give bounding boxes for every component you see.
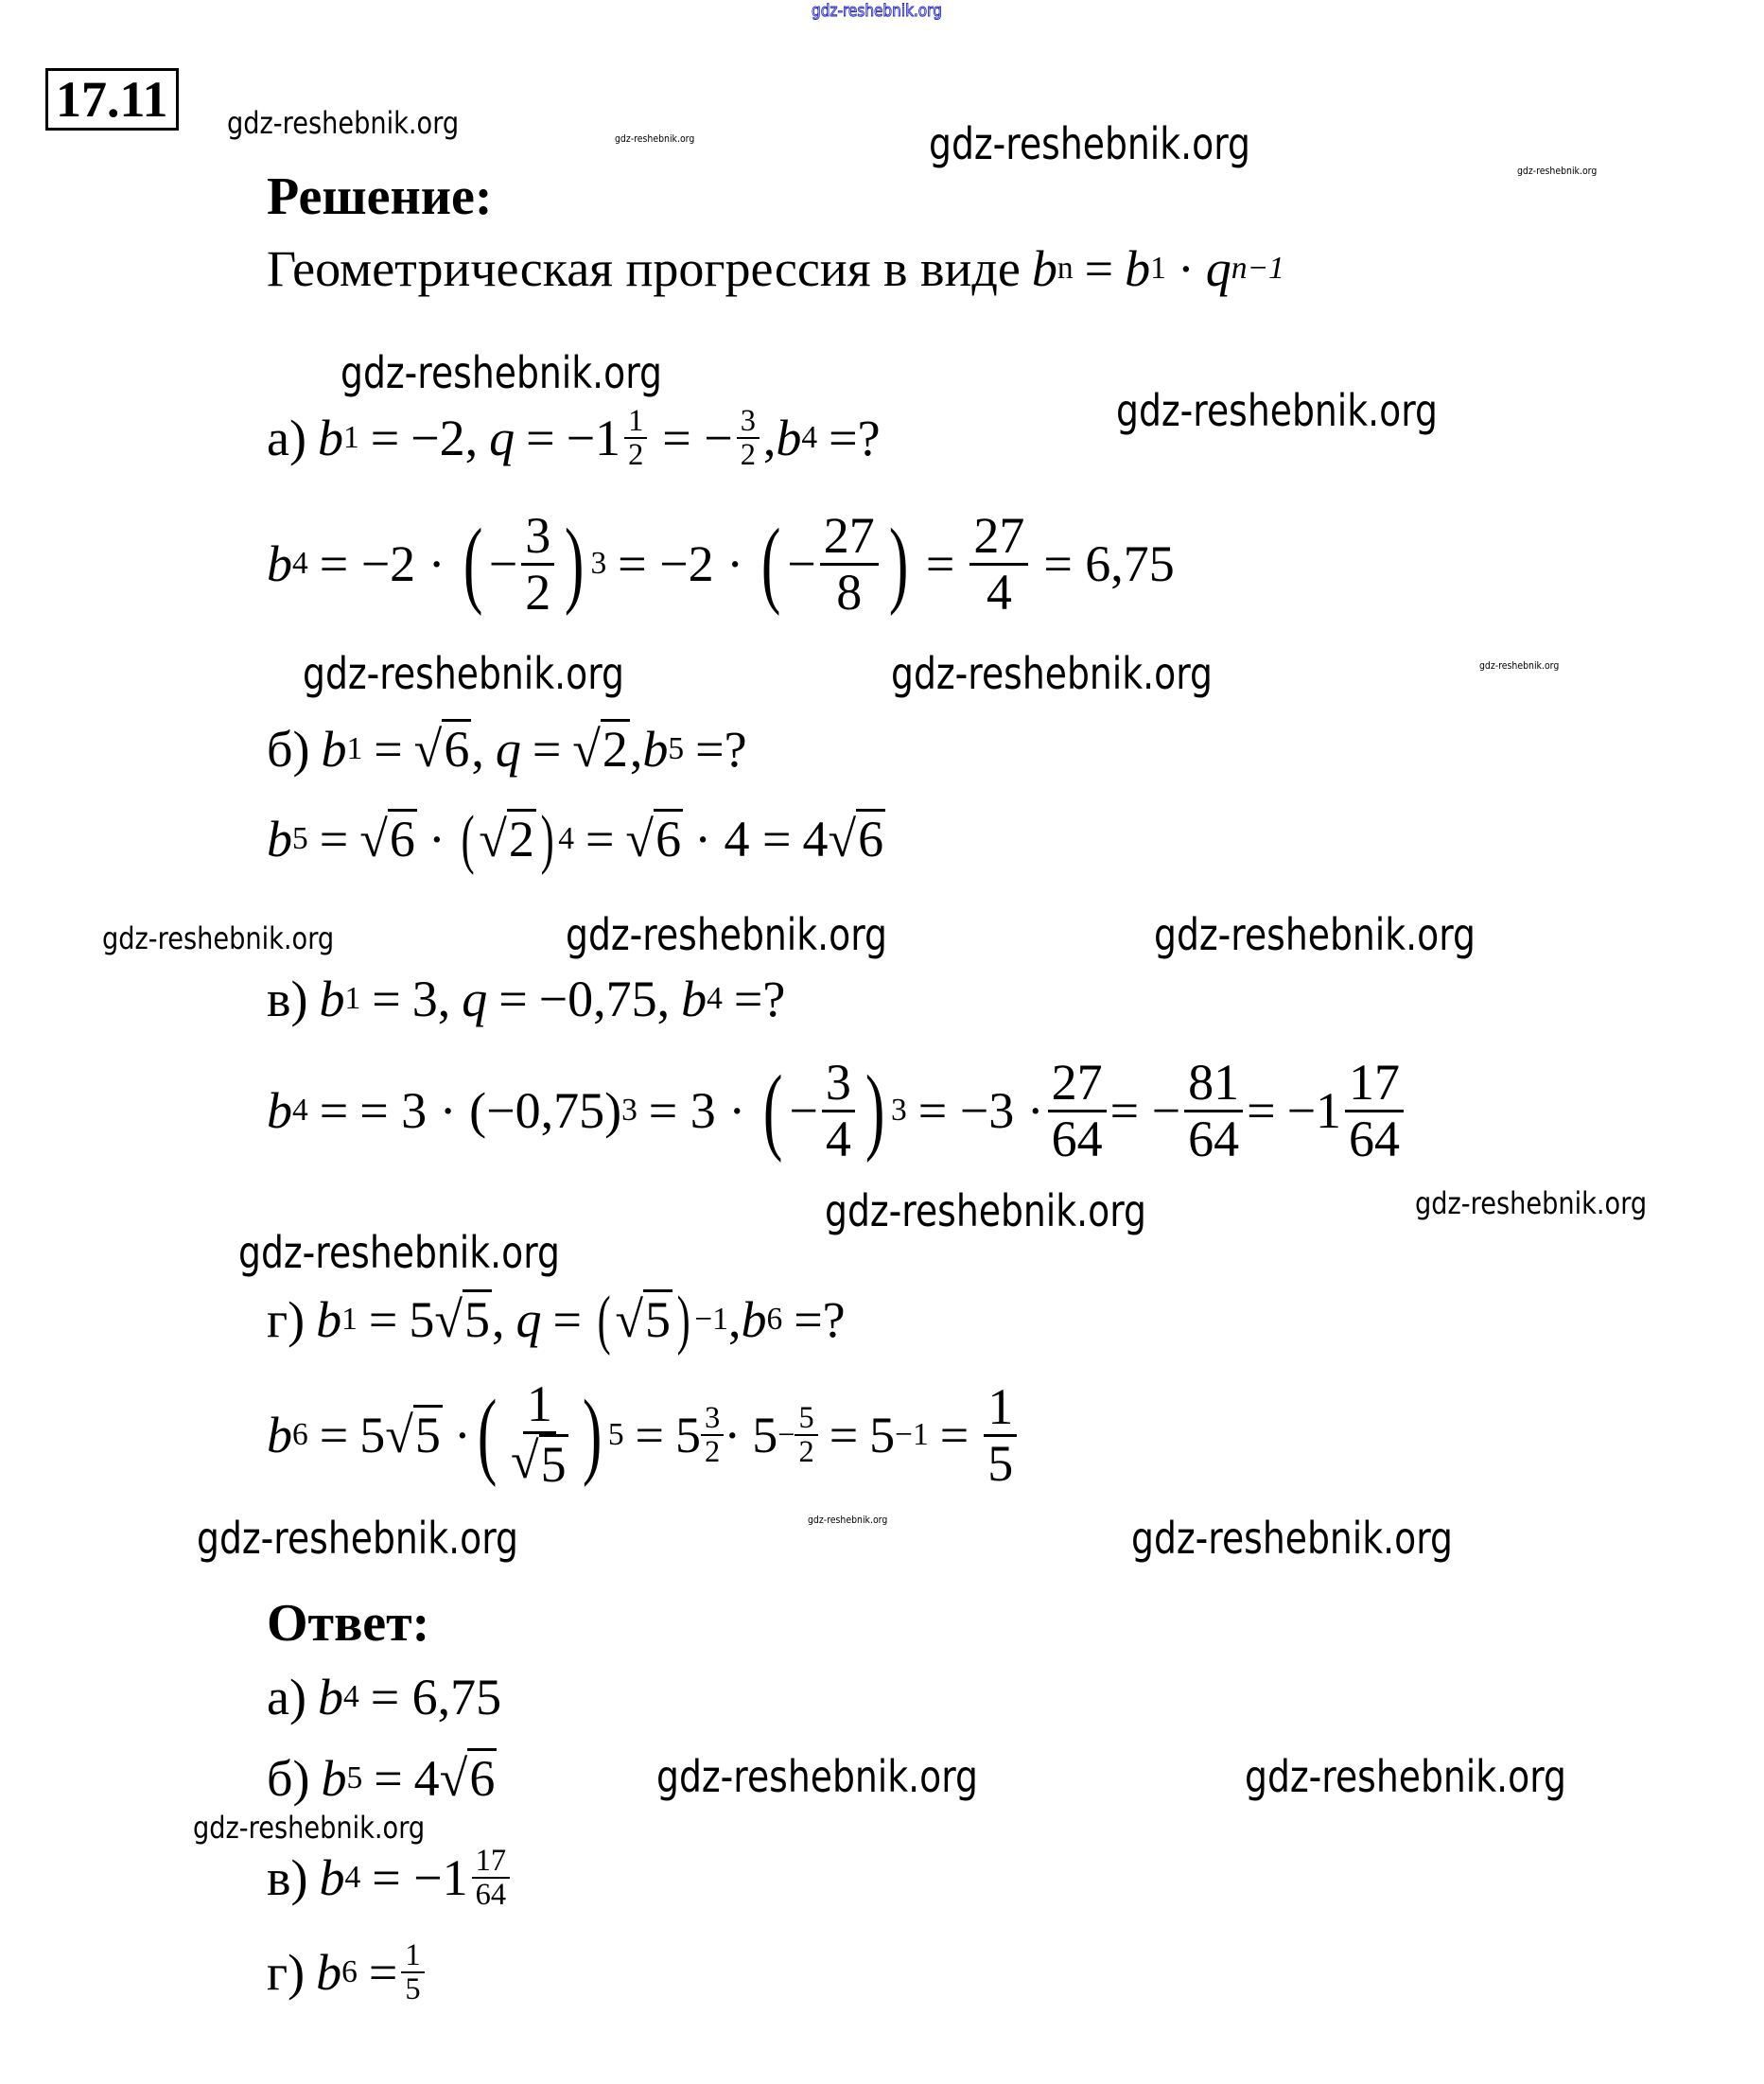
math-variable: b [316,1944,342,2002]
intro-line: Геометрическая прогрессия в виде b n = b 1 · q n−1 [267,240,1284,297]
part-a-calc: b 4 = −2 · ( − $\frac{3}{2}$ ) 3 = −2 · ( − $\frac{27}{8}$ ) = $\frac{27}{4}$ = 6,75 [267,507,1175,621]
exponent: 5 [607,1417,624,1453]
math-term: 17 [472,1845,510,1879]
math-term: 4 [986,563,1012,621]
part-a-frac-1 [521,509,554,619]
watermark: gdz-reshebnik.org [656,1751,978,1802]
math-term: 64 [1188,1110,1240,1167]
math-term: −0,75 [538,971,657,1027]
watermark-tiny: gdz-reshebnik.org [808,1514,888,1526]
math-term: 6 [858,811,884,868]
part-a-ask: =? [829,410,881,467]
exponent: 3 [891,1093,907,1129]
math-variable: q [462,971,488,1027]
watermark: gdz-reshebnik.org [891,648,1213,699]
formula-exp: n−1 [1231,251,1284,287]
math-term: 1 [624,405,647,439]
square-root: √ 5 [385,1407,441,1464]
math-term: 5 [463,1291,490,1349]
formula-dot: · [1177,240,1195,297]
watermark: gdz-reshebnik.org [1131,1513,1453,1564]
square-root: √ 5 [615,1291,671,1349]
math-variable: b [776,410,802,467]
parenthesis: ( [461,802,475,876]
parenthesis: ) [582,1380,602,1488]
math-term: 27 [969,509,1028,566]
subscript: 4 [292,1093,308,1129]
math-term: 1 [984,1380,1017,1437]
intro-text: Геометрическая прогрессия в виде [267,240,1021,297]
part-a-q2-frac [737,405,760,471]
square-root: √ 6 [413,721,470,778]
subscript: 1 [344,981,361,1017]
math-term: 4 [825,1110,851,1167]
answer-heading: Ответ: [267,1594,430,1653]
math-variable: b [316,1291,342,1349]
math-term: 2 [508,811,534,868]
math-variable: b [267,1082,292,1140]
square-root: √ 6 [439,1750,496,1807]
subscript: 4 [707,981,723,1017]
math-term: 4 [802,811,829,868]
watermark-top: gdz-reshebnik.org [812,1,942,21]
watermark: gdz-reshebnik.org [303,648,624,699]
fraction [1345,1056,1404,1165]
math-term: 3 [737,405,760,439]
part-d-calc: b 6 = 5 √ 5 · ( 1 √ 5 ) 5 = 5 $\frac{3}{2}$ · 5 − $\frac{5}{2}$ = 5 −1 = $\frac{1}{5}$ [267,1377,1021,1493]
math-term: 64 [475,1878,507,1913]
parenthesis: ( [763,1056,783,1164]
math-term: 5 [752,1407,778,1464]
math-term: 5 [409,1291,435,1349]
problem-number: 17.11 [45,68,179,131]
math-term: 17 [1345,1056,1404,1112]
math-term: = 3 · (−0,75) [359,1082,622,1140]
fraction [795,1402,817,1468]
exponent: 3 [590,546,607,582]
math-term: 2 [705,1435,721,1470]
math-term: = −1 [372,1849,468,1907]
math-variable: b [317,410,343,467]
subscript: 5 [668,731,685,767]
part-b-calc: b 5 = √ 6 · ( √ 2 ) 4 = √ 6 · 4 = 4 √ 6 [267,802,884,876]
square-root: √ 5 [511,1431,567,1493]
math-term: 5 [359,1407,386,1464]
watermark-tiny: gdz-reshebnik.org [1517,165,1598,177]
subscript: 4 [801,420,818,456]
exponent: 4 [558,821,574,857]
answer-d: г) b 6 = $\frac{1}{5}$ [267,1939,428,2005]
part-a-q-frac [624,405,647,471]
answer-b: б) b 5 = 4 √ 6 [267,1750,496,1807]
math-term [507,1431,572,1493]
watermark: gdz-reshebnik.org [193,1810,426,1846]
watermark: gdz-reshebnik.org [825,1185,1146,1236]
watermark: gdz-reshebnik.org [1415,1185,1648,1221]
math-term: 3 [822,1056,855,1112]
math-term: = −2 · [319,535,445,593]
part-a-b1: −2 [410,410,465,467]
part-a-given: а) b 1 = −2 , q = −1 $\frac{1}{2}$ = − $\frac{3}{2}$ , b 4 =? [267,404,881,473]
math-term: 2 [525,563,551,621]
fraction [984,1377,1017,1492]
subscript: 4 [292,546,308,582]
math-variable: b [642,721,669,778]
formula-lhs-sub: n [1057,251,1074,287]
watermark: gdz-reshebnik.org [566,909,887,960]
math-term: 6 [469,1750,496,1807]
parenthesis: ) [540,802,554,876]
math-term: 2 [602,721,628,778]
subscript: 6 [341,1954,358,1990]
math-term: 6 [655,811,682,868]
math-term: в) [267,1849,308,1907]
subscript: 6 [766,1302,783,1338]
math-term: 5 [540,1435,567,1493]
math-term: 6 [444,721,470,778]
parenthesis: ) [565,509,585,617]
math-term: 2 [740,438,756,473]
math-term: 5 [644,1291,671,1349]
part-c-calc: b 4 = = 3 · (−0,75) 3 = 3 · ( − $\frac{3}{4}$ ) 3 = −3 · $\frac{27}{64}$ = − $\frac{81}{64}$ = −1 $\frac{17}{64}$ [267,1056,1407,1165]
subscript: 6 [292,1417,308,1453]
watermark: gdz-reshebnik.org [102,920,335,956]
math-term: 1 [523,1377,556,1434]
parenthesis: ) [676,1283,690,1357]
math-term: · 4 = [694,811,792,868]
math-variable: b [267,535,292,593]
math-term: = 3 · [648,1082,746,1140]
parenthesis: ( [463,509,482,617]
math-term: 27 [1048,1056,1107,1112]
square-root: √ 5 [434,1291,490,1349]
math-term: 2 [798,1435,814,1470]
square-root: √ 6 [359,811,415,868]
square-root: √ 6 [828,811,884,868]
math-term: 5 [414,1407,441,1464]
math-term: 27 [820,509,879,566]
watermark: gdz-reshebnik.org [1245,1751,1566,1802]
fraction [1048,1056,1107,1165]
exponent [1231,251,1284,287]
math-variable: b [319,1849,345,1907]
math-term: 3 [521,509,554,566]
math-variable: q [515,1291,542,1349]
math-variable: b [681,971,707,1027]
subscript: 5 [292,821,308,857]
math-term: 4 [413,1750,440,1807]
parenthesis: ) [865,1056,885,1164]
math-term: 8 [836,563,863,621]
part-c-given: в) b 1 = 3 , q = −0,75 , b 4 =? [267,971,786,1027]
math-term: б) [267,1750,310,1807]
subscript: 1 [341,1302,358,1338]
watermark: gdz-reshebnik.org [227,105,460,141]
math-variable: b [319,971,345,1027]
math-variable: b [317,1669,343,1725]
watermark: gdz-reshebnik.org [238,1227,560,1278]
parenthesis: ) [888,509,909,617]
part-c-label: в) [267,971,308,1027]
formula-b: b [1125,240,1151,297]
watermark: gdz-reshebnik.org [341,347,662,398]
part-a-q-whole: −1 [566,410,621,467]
square-root: √ 2 [479,811,534,868]
subscript: 1 [346,731,363,767]
exponent: −1 [895,1417,929,1453]
watermark: gdz-reshebnik.org [197,1513,518,1564]
math-variable: b [741,1291,767,1349]
math-term: 5 [405,1972,421,2007]
parenthesis: ( [597,1283,611,1357]
part-a-result: = 6,75 [1043,535,1175,593]
math-term: 5 [795,1402,817,1436]
formula-b-sub: 1 [1150,251,1166,287]
math-term: г) [267,1944,306,2002]
part-b-label: б) [267,721,310,778]
math-variable: b [321,721,347,778]
math-term: 5 [675,1407,702,1464]
answer-a [267,1667,501,1727]
square-root: √ 6 [625,811,682,868]
subscript: 5 [346,1760,363,1796]
solution-heading: Решение: [267,167,493,226]
part-d-given: г) b 1 = 5 √ 5 , q = ( √ 5 ) −1 , b 6 =? [267,1283,846,1357]
fraction [472,1845,510,1911]
math-term: =? [695,721,747,778]
watermark: gdz-reshebnik.org [1154,909,1476,960]
watermark: gdz-reshebnik.org [1116,385,1438,436]
math-variable: q [489,410,515,467]
math-variable: b [267,1407,292,1464]
math-term: 64 [1349,1110,1401,1167]
math-term: 2 [628,438,644,473]
math-term: 3 [411,971,438,1027]
watermark-tiny: gdz-reshebnik.org [615,132,695,145]
fraction [401,1939,424,2005]
answer-c [267,1845,514,1911]
math-term: −1 [1286,1082,1342,1140]
math-term: а) [267,1669,306,1725]
parenthesis: ( [760,509,781,617]
subscript: 1 [342,420,359,456]
part-d-label: г) [267,1291,306,1349]
math-term: = −3 · [917,1082,1044,1140]
part-a-frac-3 [969,509,1028,619]
subscript: 4 [344,1860,361,1896]
watermark-tiny: gdz-reshebnik.org [1479,659,1560,672]
math-variable: q [495,721,521,778]
math-term: 1 [401,1939,424,1973]
math-term: 64 [1051,1110,1103,1167]
math-variable: b [267,811,292,868]
math-term: =? [733,971,786,1027]
formula-lhs: b [1031,240,1057,297]
part-a-frac-2 [820,509,879,619]
fraction [822,1056,855,1165]
part-a-q-eq: = − [662,410,733,467]
exponent: −1 [694,1302,728,1338]
math-term: − [777,1418,795,1453]
watermark: gdz-reshebnik.org [929,118,1250,169]
subscript: 4 [342,1679,359,1715]
math-term: = 6,75 [370,1669,502,1725]
fraction [507,1377,572,1493]
part-b-given: б) b 1 = √ 6 , q = √ 2 , b 5 =? [267,721,747,778]
math-term: 3 [701,1402,724,1436]
math-term: = −2 · [618,535,744,593]
fraction [1184,1056,1243,1165]
parenthesis: ( [477,1380,498,1488]
square-root: √ 2 [572,721,628,778]
fraction [701,1402,724,1468]
part-a-label: а) [267,410,306,467]
exponent: 3 [621,1093,637,1129]
math-variable: b [321,1750,347,1807]
math-term: 5 [987,1434,1014,1492]
math-term: 6 [389,811,415,868]
math-term: =? [794,1291,846,1349]
formula-q: q [1205,240,1231,297]
math-term: 5 [869,1407,896,1464]
math-term: 81 [1184,1056,1243,1112]
